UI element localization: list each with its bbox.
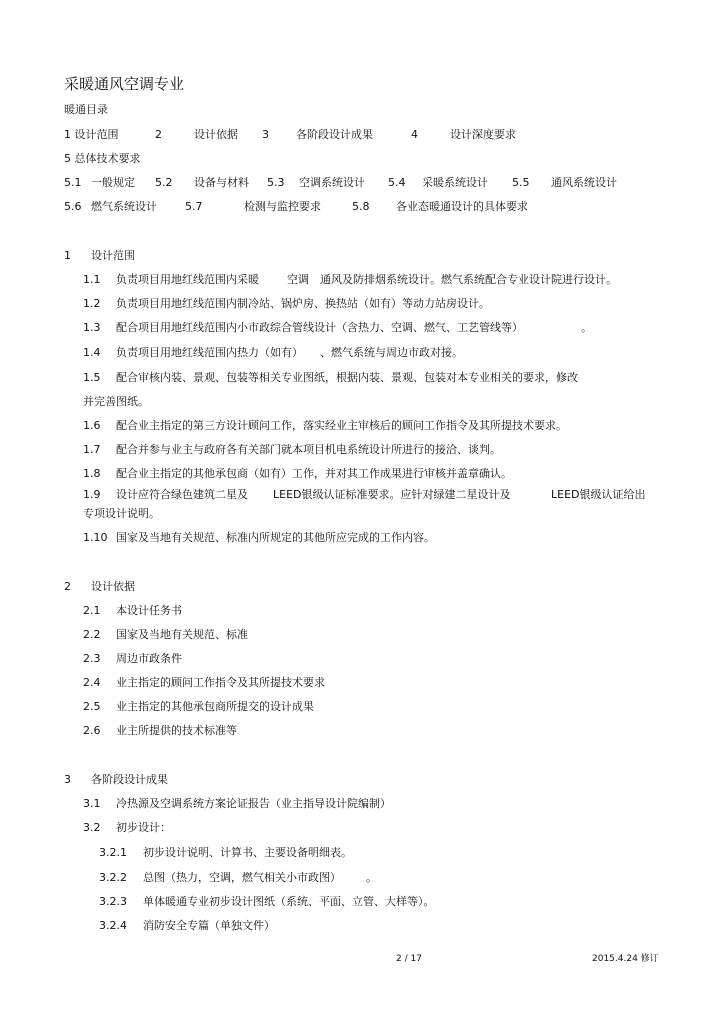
item-number: 1.3 bbox=[83, 321, 101, 334]
subitem-text: 单体暖通专业初步设计图纸（系统、平面、立管、大样等）。 bbox=[143, 895, 435, 908]
item-text: 本设计任务书 bbox=[116, 604, 182, 617]
toc-entry: 5.7 bbox=[185, 200, 203, 213]
item-text: 配合业主指定的第三方设计顾问工作，落实经业主审核后的顾问工作指令及其所提技术要求。 bbox=[116, 419, 567, 432]
toc-entry: 5.3 bbox=[267, 176, 285, 189]
toc-entry: 4 bbox=[411, 128, 418, 141]
item-number: 1.7 bbox=[83, 443, 101, 456]
toc-entry: 一般规定 bbox=[91, 176, 135, 189]
item-text: 、燃气系统与周边市政对接。 bbox=[320, 346, 463, 359]
subitem-text: 。 bbox=[366, 871, 377, 884]
item-number: 1.9 bbox=[83, 488, 101, 501]
item-text: LEED银级认证标准要求。应针对绿建二星设计及 bbox=[273, 488, 511, 501]
item-number: 1.5 bbox=[83, 371, 101, 384]
item-text: 空调 bbox=[287, 273, 309, 286]
item-text: 负责项目用地红线范围内制冷站、锅炉房、换热站（如有）等动力站房设计。 bbox=[116, 297, 490, 310]
item-text: 业主所提供的技术标准等 bbox=[116, 724, 237, 737]
item-number: 1.8 bbox=[83, 467, 101, 480]
section-number: 1 bbox=[64, 249, 71, 262]
item-text: LEED银级认证给出 bbox=[551, 488, 646, 501]
toc-entry: 3 bbox=[262, 128, 269, 141]
toc-entry: 5 总体技术要求 bbox=[64, 152, 141, 165]
section-heading: 设计范围 bbox=[91, 249, 135, 262]
item-number: 1.10 bbox=[83, 531, 108, 544]
toc-entry: 各业态暖通设计的具体要求 bbox=[396, 200, 528, 213]
toc-entry: 设计深度要求 bbox=[450, 128, 516, 141]
toc-entry: 通风系统设计 bbox=[551, 176, 617, 189]
item-number: 1.6 bbox=[83, 419, 101, 432]
item-number: 3.1 bbox=[83, 797, 101, 810]
item-text: 配合项目用地红线范围内小市政综合管线设计（含热力、空调、燃气、工艺管线等） bbox=[116, 321, 523, 334]
subitem-text: 消防安全专篇（单独文件） bbox=[143, 919, 275, 932]
subitem-number: 3.2.1 bbox=[99, 846, 127, 859]
item-number: 1.1 bbox=[83, 273, 101, 286]
toc-entry: 1 设计范围 bbox=[64, 128, 119, 141]
item-text: 初步设计： bbox=[116, 821, 171, 834]
toc-heading: 暖通目录 bbox=[64, 103, 108, 116]
toc-entry: 检测与监控要求 bbox=[244, 200, 321, 213]
page-title: 采暖通风空调专业 bbox=[64, 75, 185, 93]
section-number: 3 bbox=[64, 773, 71, 786]
item-text: 业主指定的其他承包商所提交的设计成果 bbox=[116, 700, 314, 713]
item-text: 冷热源及空调系统方案论证报告（业主指导设计院编制） bbox=[116, 797, 391, 810]
toc-entry: 采暖系统设计 bbox=[422, 176, 488, 189]
section-heading: 各阶段设计成果 bbox=[91, 773, 168, 786]
toc-entry: 2 bbox=[155, 128, 162, 141]
toc-entry: 空调系统设计 bbox=[299, 176, 365, 189]
page-number: 2 / 17 bbox=[396, 954, 422, 964]
item-number: 2.1 bbox=[83, 604, 101, 617]
item-text: 配合审核内装、景观、包装等相关专业图纸，根据内装、景观、包装对本专业相关的要求，修改 bbox=[116, 371, 578, 384]
toc-entry: 设计依据 bbox=[194, 128, 238, 141]
toc-entry: 5.4 bbox=[388, 176, 406, 189]
toc-entry: 设备与材料 bbox=[194, 176, 249, 189]
toc-entry: 5.5 bbox=[512, 176, 530, 189]
revision-date: 2015.4.24 修订 bbox=[592, 954, 659, 964]
subitem-number: 3.2.2 bbox=[99, 871, 127, 884]
subitem-number: 3.2.4 bbox=[99, 919, 127, 932]
item-text: 业主指定的顾问工作指令及其所提技术要求 bbox=[116, 676, 325, 689]
item-text: 周边市政条件 bbox=[116, 652, 182, 665]
subitem-text: 初步设计说明、计算书、主要设备明细表。 bbox=[143, 846, 352, 859]
toc-entry: 燃气系统设计 bbox=[91, 200, 157, 213]
item-number: 2.6 bbox=[83, 724, 101, 737]
item-text: 。 bbox=[581, 321, 592, 334]
toc-entry: 5.1 bbox=[64, 176, 82, 189]
item-number: 2.5 bbox=[83, 700, 101, 713]
toc-entry: 5.2 bbox=[155, 176, 173, 189]
item-number: 3.2 bbox=[83, 821, 101, 834]
item-text: 设计应符合绿色建筑二星及 bbox=[116, 488, 248, 501]
item-text: 负责项目用地红线范围内热力（如有） bbox=[116, 346, 303, 359]
item-text: 通风及防排烟系统设计。燃气系统配合专业设计院进行设计。 bbox=[320, 273, 617, 286]
subitem-number: 3.2.3 bbox=[99, 895, 127, 908]
toc-entry: 5.6 bbox=[64, 200, 82, 213]
section-number: 2 bbox=[64, 580, 71, 593]
item-number: 1.4 bbox=[83, 346, 101, 359]
item-text: 负责项目用地红线范围内采暖 bbox=[116, 273, 259, 286]
section-heading: 设计依据 bbox=[91, 580, 135, 593]
item-text: 配合业主指定的其他承包商（如有）工作，并对其工作成果进行审核并盖章确认。 bbox=[116, 467, 512, 480]
item-text: 配合并参与业主与政府各有关部门就本项目机电系统设计所进行的接洽、谈判。 bbox=[116, 443, 501, 456]
item-number: 2.2 bbox=[83, 628, 101, 641]
item-number: 2.4 bbox=[83, 676, 101, 689]
item-text: 并完善图纸。 bbox=[83, 395, 149, 408]
item-number: 1.2 bbox=[83, 297, 101, 310]
item-text: 专项设计说明。 bbox=[83, 507, 160, 520]
item-number: 2.3 bbox=[83, 652, 101, 665]
toc-entry: 各阶段设计成果 bbox=[296, 128, 373, 141]
item-text: 国家及当地有关规范、标准内所规定的其他所应完成的工作内容。 bbox=[116, 531, 435, 544]
toc-entry: 5.8 bbox=[352, 200, 370, 213]
subitem-text: 总图（热力，空调，燃气相关小市政图） bbox=[143, 871, 341, 884]
item-text: 国家及当地有关规范、标准 bbox=[116, 628, 248, 641]
